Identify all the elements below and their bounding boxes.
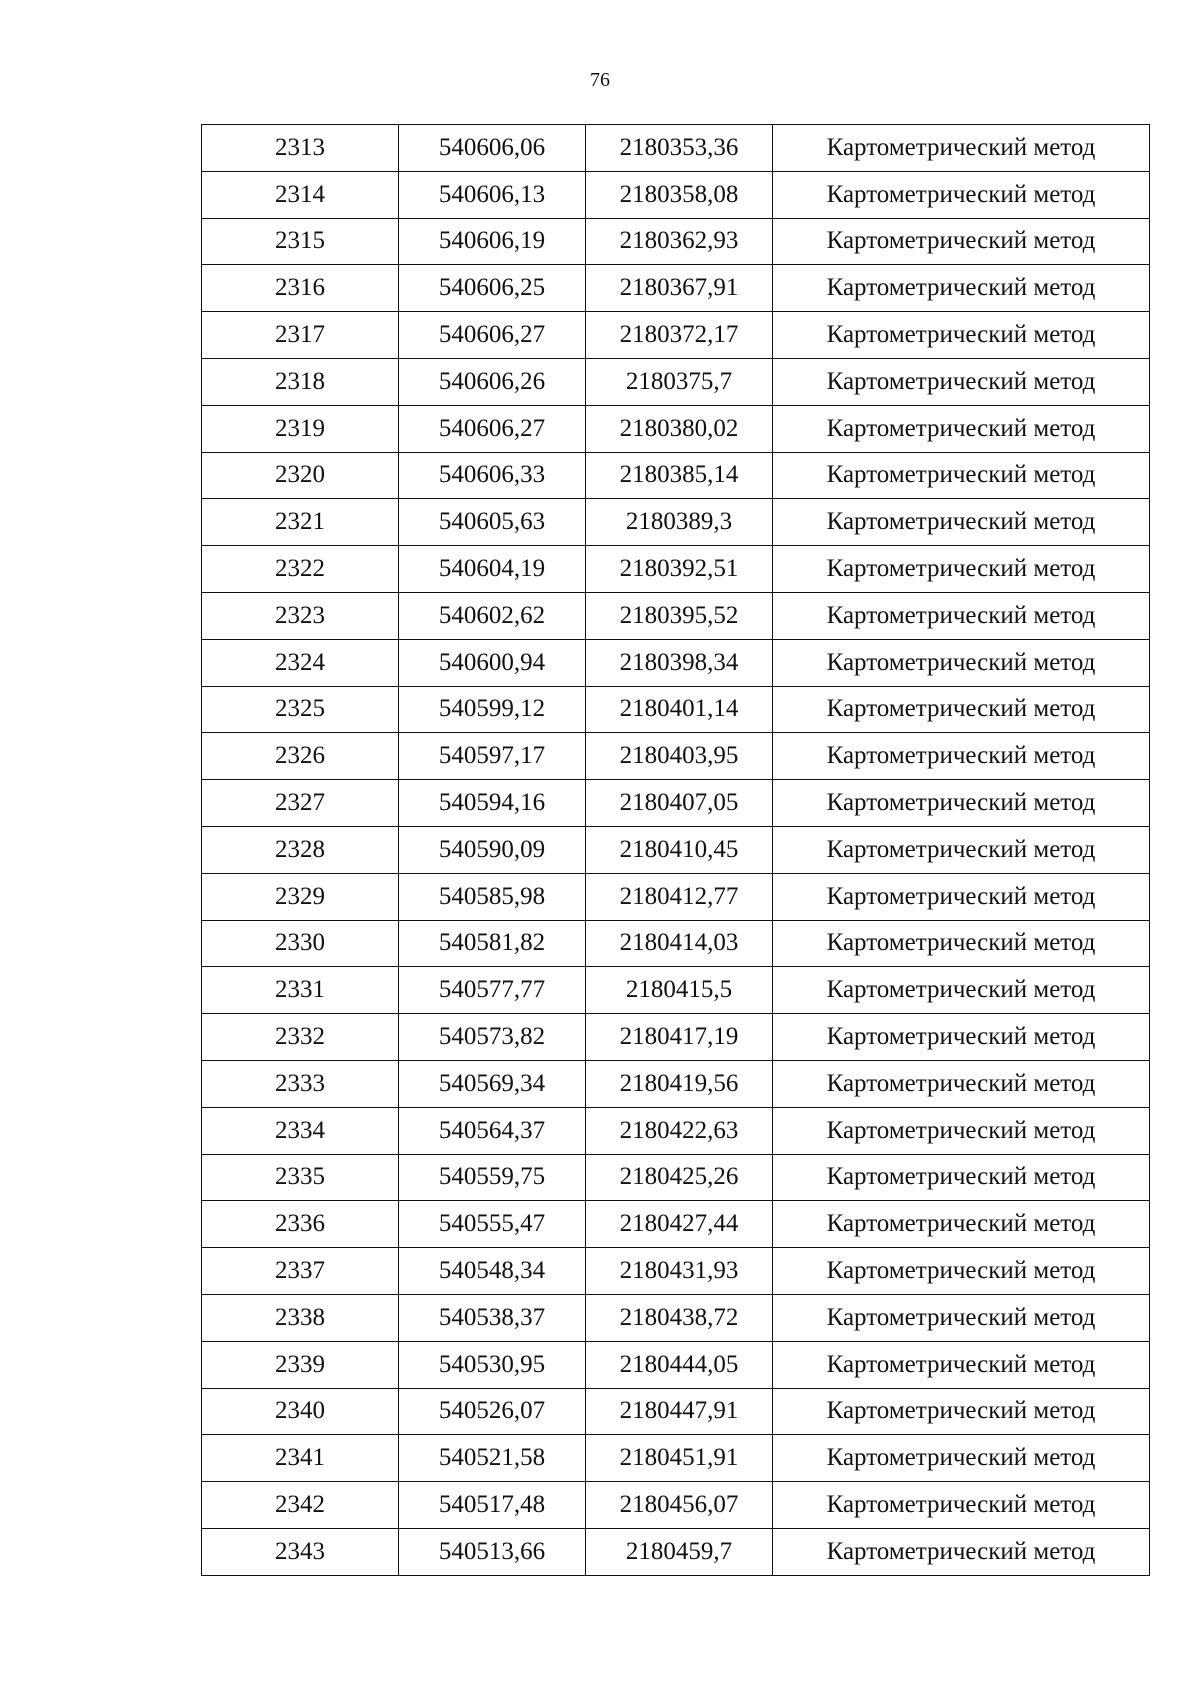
point-number-cell: 2328 <box>202 826 399 873</box>
table-row <box>202 686 1150 733</box>
method-cell: Картометрический метод <box>773 1294 1150 1341</box>
y-coordinate-cell: 2180403,95 <box>586 733 773 780</box>
point-number-cell: 2313 <box>202 125 399 172</box>
method-cell: Картометрический метод <box>773 125 1150 172</box>
x-coordinate-cell: 540606,27 <box>399 312 586 359</box>
x-coordinate-cell: 540602,62 <box>399 592 586 639</box>
method-cell: Картометрический метод <box>773 967 1150 1014</box>
point-number-cell: 2319 <box>202 405 399 452</box>
table-row <box>202 1388 1150 1435</box>
y-coordinate-cell: 2180412,77 <box>586 873 773 920</box>
method-cell: Картометрический метод <box>773 1435 1150 1482</box>
point-number-cell: 2324 <box>202 639 399 686</box>
table-row <box>202 1528 1150 1575</box>
method-cell: Картометрический метод <box>773 920 1150 967</box>
page-number: 76 <box>590 69 610 91</box>
x-coordinate-cell: 540604,19 <box>399 546 586 593</box>
x-coordinate-cell: 540599,12 <box>399 686 586 733</box>
table-row <box>202 265 1150 312</box>
y-coordinate-cell: 2180372,17 <box>586 312 773 359</box>
y-coordinate-cell: 2180456,07 <box>586 1482 773 1529</box>
table-row <box>202 1201 1150 1248</box>
method-cell: Картометрический метод <box>773 452 1150 499</box>
table-row <box>202 873 1150 920</box>
point-number-cell: 2321 <box>202 499 399 546</box>
x-coordinate-cell: 540606,06 <box>399 125 586 172</box>
method-cell: Картометрический метод <box>773 358 1150 405</box>
table-row <box>202 405 1150 452</box>
table-row <box>202 452 1150 499</box>
point-number-cell: 2331 <box>202 967 399 1014</box>
table-row <box>202 780 1150 827</box>
table-row <box>202 826 1150 873</box>
method-cell: Картометрический метод <box>773 780 1150 827</box>
point-number-cell: 2329 <box>202 873 399 920</box>
table-row <box>202 1248 1150 1295</box>
x-coordinate-cell: 540530,95 <box>399 1341 586 1388</box>
table-row <box>202 1294 1150 1341</box>
table-row <box>202 733 1150 780</box>
y-coordinate-cell: 2180395,52 <box>586 592 773 639</box>
y-coordinate-cell: 2180353,36 <box>586 125 773 172</box>
point-number-cell: 2343 <box>202 1528 399 1575</box>
y-coordinate-cell: 2180431,93 <box>586 1248 773 1295</box>
y-coordinate-cell: 2180451,91 <box>586 1435 773 1482</box>
y-coordinate-cell: 2180417,19 <box>586 1014 773 1061</box>
point-number-cell: 2339 <box>202 1341 399 1388</box>
point-number-cell: 2326 <box>202 733 399 780</box>
x-coordinate-cell: 540517,48 <box>399 1482 586 1529</box>
y-coordinate-cell: 2180389,3 <box>586 499 773 546</box>
point-number-cell: 2336 <box>202 1201 399 1248</box>
point-number-cell: 2327 <box>202 780 399 827</box>
point-number-cell: 2337 <box>202 1248 399 1295</box>
point-number-cell: 2335 <box>202 1154 399 1201</box>
x-coordinate-cell: 540606,13 <box>399 171 586 218</box>
y-coordinate-cell: 2180375,7 <box>586 358 773 405</box>
method-cell: Картометрический метод <box>773 499 1150 546</box>
method-cell: Картометрический метод <box>773 1528 1150 1575</box>
x-coordinate-cell: 540526,07 <box>399 1388 586 1435</box>
method-cell: Картометрический метод <box>773 1388 1150 1435</box>
x-coordinate-cell: 540573,82 <box>399 1014 586 1061</box>
method-cell: Картометрический метод <box>773 1201 1150 1248</box>
table-row <box>202 1154 1150 1201</box>
x-coordinate-cell: 540605,63 <box>399 499 586 546</box>
x-coordinate-cell: 540538,37 <box>399 1294 586 1341</box>
x-coordinate-cell: 540548,34 <box>399 1248 586 1295</box>
y-coordinate-cell: 2180410,45 <box>586 826 773 873</box>
x-coordinate-cell: 540559,75 <box>399 1154 586 1201</box>
table-row <box>202 218 1150 265</box>
method-cell: Картометрический метод <box>773 826 1150 873</box>
x-coordinate-cell: 540597,17 <box>399 733 586 780</box>
method-cell: Картометрический метод <box>773 1060 1150 1107</box>
point-number-cell: 2315 <box>202 218 399 265</box>
y-coordinate-cell: 2180362,93 <box>586 218 773 265</box>
y-coordinate-cell: 2180459,7 <box>586 1528 773 1575</box>
point-number-cell: 2317 <box>202 312 399 359</box>
coordinates-table-body <box>202 125 1150 1576</box>
point-number-cell: 2332 <box>202 1014 399 1061</box>
table-row <box>202 358 1150 405</box>
method-cell: Картометрический метод <box>773 218 1150 265</box>
method-cell: Картометрический метод <box>773 1154 1150 1201</box>
point-number-cell: 2338 <box>202 1294 399 1341</box>
y-coordinate-cell: 2180427,44 <box>586 1201 773 1248</box>
x-coordinate-cell: 540590,09 <box>399 826 586 873</box>
y-coordinate-cell: 2180444,05 <box>586 1341 773 1388</box>
y-coordinate-cell: 2180438,72 <box>586 1294 773 1341</box>
y-coordinate-cell: 2180398,34 <box>586 639 773 686</box>
method-cell: Картометрический метод <box>773 639 1150 686</box>
y-coordinate-cell: 2180447,91 <box>586 1388 773 1435</box>
point-number-cell: 2340 <box>202 1388 399 1435</box>
x-coordinate-cell: 540564,37 <box>399 1107 586 1154</box>
y-coordinate-cell: 2180407,05 <box>586 780 773 827</box>
table-row <box>202 546 1150 593</box>
y-coordinate-cell: 2180380,02 <box>586 405 773 452</box>
table-row <box>202 1341 1150 1388</box>
table-row <box>202 499 1150 546</box>
table-row <box>202 967 1150 1014</box>
point-number-cell: 2341 <box>202 1435 399 1482</box>
coordinates-table <box>201 124 1150 1576</box>
table-row <box>202 592 1150 639</box>
y-coordinate-cell: 2180422,63 <box>586 1107 773 1154</box>
table-row <box>202 1107 1150 1154</box>
method-cell: Картометрический метод <box>773 546 1150 593</box>
y-coordinate-cell: 2180401,14 <box>586 686 773 733</box>
y-coordinate-cell: 2180415,5 <box>586 967 773 1014</box>
y-coordinate-cell: 2180414,03 <box>586 920 773 967</box>
x-coordinate-cell: 540606,25 <box>399 265 586 312</box>
method-cell: Картометрический метод <box>773 1107 1150 1154</box>
x-coordinate-cell: 540555,47 <box>399 1201 586 1248</box>
method-cell: Картометрический метод <box>773 1248 1150 1295</box>
y-coordinate-cell: 2180425,26 <box>586 1154 773 1201</box>
table-row <box>202 1435 1150 1482</box>
method-cell: Картометрический метод <box>773 312 1150 359</box>
x-coordinate-cell: 540594,16 <box>399 780 586 827</box>
y-coordinate-cell: 2180358,08 <box>586 171 773 218</box>
x-coordinate-cell: 540521,58 <box>399 1435 586 1482</box>
x-coordinate-cell: 540606,33 <box>399 452 586 499</box>
point-number-cell: 2316 <box>202 265 399 312</box>
x-coordinate-cell: 540585,98 <box>399 873 586 920</box>
table-row <box>202 920 1150 967</box>
method-cell: Картометрический метод <box>773 265 1150 312</box>
point-number-cell: 2318 <box>202 358 399 405</box>
x-coordinate-cell: 540600,94 <box>399 639 586 686</box>
x-coordinate-cell: 540606,26 <box>399 358 586 405</box>
x-coordinate-cell: 540606,19 <box>399 218 586 265</box>
point-number-cell: 2323 <box>202 592 399 639</box>
method-cell: Картометрический метод <box>773 1482 1150 1529</box>
point-number-cell: 2333 <box>202 1060 399 1107</box>
y-coordinate-cell: 2180367,91 <box>586 265 773 312</box>
point-number-cell: 2322 <box>202 546 399 593</box>
method-cell: Картометрический метод <box>773 733 1150 780</box>
method-cell: Картометрический метод <box>773 873 1150 920</box>
table-row <box>202 639 1150 686</box>
method-cell: Картометрический метод <box>773 1014 1150 1061</box>
y-coordinate-cell: 2180392,51 <box>586 546 773 593</box>
table-row <box>202 312 1150 359</box>
x-coordinate-cell: 540513,66 <box>399 1528 586 1575</box>
point-number-cell: 2325 <box>202 686 399 733</box>
method-cell: Картометрический метод <box>773 686 1150 733</box>
method-cell: Картометрический метод <box>773 1341 1150 1388</box>
table-row <box>202 171 1150 218</box>
method-cell: Картометрический метод <box>773 405 1150 452</box>
table-row <box>202 1060 1150 1107</box>
y-coordinate-cell: 2180385,14 <box>586 452 773 499</box>
point-number-cell: 2314 <box>202 171 399 218</box>
table-row <box>202 125 1150 172</box>
x-coordinate-cell: 540606,27 <box>399 405 586 452</box>
point-number-cell: 2334 <box>202 1107 399 1154</box>
x-coordinate-cell: 540569,34 <box>399 1060 586 1107</box>
table-row <box>202 1482 1150 1529</box>
point-number-cell: 2320 <box>202 452 399 499</box>
method-cell: Картометрический метод <box>773 592 1150 639</box>
y-coordinate-cell: 2180419,56 <box>586 1060 773 1107</box>
point-number-cell: 2330 <box>202 920 399 967</box>
x-coordinate-cell: 540577,77 <box>399 967 586 1014</box>
table-row <box>202 1014 1150 1061</box>
point-number-cell: 2342 <box>202 1482 399 1529</box>
method-cell: Картометрический метод <box>773 171 1150 218</box>
x-coordinate-cell: 540581,82 <box>399 920 586 967</box>
